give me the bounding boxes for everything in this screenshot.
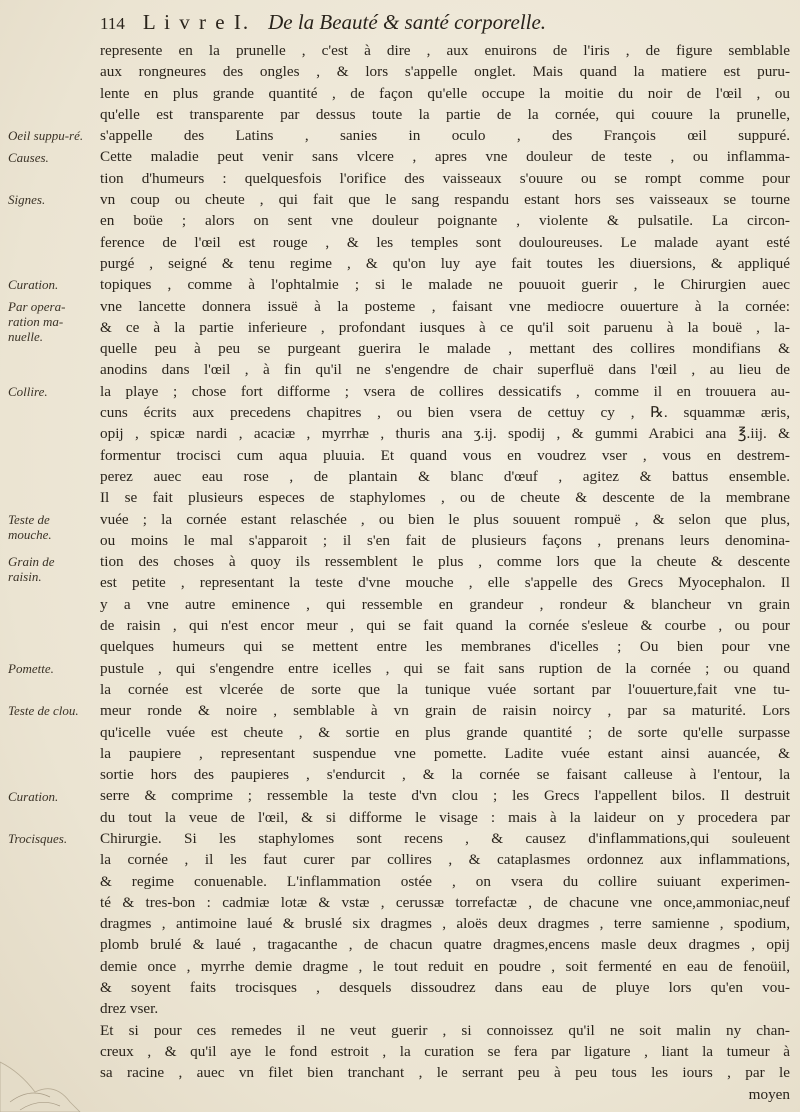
margin-note: Collire. [8,383,48,399]
text-line: plomb brulé & laué , tragacanthe , de chacun quatre dragmes,encens masle deux dragmes , opij [100,936,790,954]
running-header [100,10,790,38]
text-line: s'appelle des Latins , sanies in oculo , des François œil suppuré. [100,127,790,145]
text-line: aux rongneures des ongles , & lors s'appelle onglet. Mais quand la matiere est puru- [100,63,790,81]
margin-note: Curation. [8,788,59,804]
text-line: Cette maladie peut venir sans vlcere , apres vne douleur de teste , ou inflamma- [100,148,790,166]
margin-note: Causes. [8,149,49,165]
text-line: dragmes , antimoine laué & bruslé six dragmes , aloës deux dragmes , terre samienne , spodium, [100,915,790,933]
text-line: vn coup ou cheute , qui fait que le sang respandu estant hors ses vaisseaux se tourne [100,191,790,209]
margin-note: Teste de clou. [8,703,79,719]
text-line: Et si pour ces remedes il ne veut guerir , si connoissez qu'il ne soit malin ny chan- [100,1021,790,1039]
text-line: ou moins le mal s'apparoit ; il s'en fait de plusieurs façons , prenans leurs denomina- [100,531,790,549]
text-line: du tout la veue de l'œil, & si difforme le visage : mais à la laideur on y procedera par [100,808,790,826]
text-line: demie once , myrrhe demie dragme , le tout reduit en poudre , soit fermenté en eau de fenoüil, [100,957,790,975]
text-line: creux , & qu'il aye le fond estroit , la curation se fera par ligature , liant la tumeur à [100,1042,790,1060]
text-line: la playe ; chose fort difforme ; vsera de collires dessicatifs , comme il en trouuera au- [100,382,790,400]
text-line: qu'icelle vuée est cheute , & sortie en plus grande quantité ; de sorte qu'elle surpasse [100,723,790,741]
text-line: pustule , qui s'engendre entre icelles , qui se fait sans ruption de la cornée ; ou quand [100,659,790,677]
text-line: drez vser. [100,1000,159,1018]
text-line: & soyent faits trocisques , desquels dissoudrez dans eau de pluye lors qu'en vou- [100,979,790,997]
text-line: en boüe ; alors on sent vne douleur poignante , violente & pulsatile. La circon- [100,212,790,230]
text-line: formentur trocisci cum aqua pluuia. Et quand vous en voudrez vser , vous en destrem- [100,446,790,464]
text-line: la cornée est vlcerée de sorte que la tunique vuée sortant par l'ouuerture,fait vne tu- [100,680,790,698]
text-line: topiques , comme à l'ophtalmie ; si le malade ne pouuoit guerir , le Chirurgien auec [100,276,790,294]
running-title-text: De la Beauté & santé corporelle. [268,10,547,34]
text-line: Chirurgie. Si les staphylomes sont recens , & causez d'inflammations,qui souleuent [100,829,790,847]
text-line: quelques humeurs qui se mettent entre les membranes d'icelles ; Ou bien pour vne [100,638,790,656]
text-line: est petite , representant la teste d'vne mouche , elle s'appelle des Grecs Myocephalon. Il [100,574,790,592]
body-text [100,40,790,1108]
text-line: té & tres-bon : cadmiæ lotæ & vstæ , cerussæ torrefactæ , de chacune vne once,ammoniac,neuf [100,893,790,911]
text-line: serre & comprime ; ressemble la teste d'vn clou ; les Grecs l'appellent bilos. Il destruit [100,787,790,805]
text-line: Il se fait plusieurs especes de staphylomes , ou de cheute & descente de la membrane [100,489,790,507]
margin-note: Curation. [8,277,59,293]
text-line: anodins dans l'œil , à fin qu'il ne s'engendre de chair superfluë dans l'œil , au lieu de [100,361,790,379]
text-line: & regime conuenable. L'inflammation ostée , on vsera du collire suiuant experimen- [100,872,790,890]
margin-note: Oeil suppu-ré. [8,128,84,144]
text-line: lente en plus grande quantité , de façon qu'elle occupe la moitie du noir de l'œil , ou [100,84,790,102]
text-line: sa racine , auec vn filet bien tranchant , le serrant peu à peu tous les iours , par le [100,1064,790,1082]
margin-note: Grain de raisin. [8,554,55,585]
text-line: qu'elle est transparente par dessus toute la partie de la cornée, qui couure la prunelle, [100,105,790,123]
text-line: cuns écrits aux precedens chapitres , ou bien vsera de cettuy cy , ℞. squammæ æris, [100,404,790,422]
text-line: represente en la prunelle , c'est à dire , aux enuirons de l'iris , de figure semblable [100,42,790,59]
text-line: tion d'humeurs : quelquesfois l'orifice des vaisseaux s'ouure ou se rompt comme pour [100,169,790,187]
text-line: la cornée , il les faut curer par collires , & cataplasmes ordonnez aux inflammations, [100,851,790,869]
book-section: L i v r e I. [142,10,251,34]
margin-note: Pomette. [8,660,54,676]
text-line: ference de l'œil est rouge , & les temples sont douloureuses. Le malade ayant esté [100,233,790,251]
margin-note: Trocisques. [8,831,68,847]
text-line: moyen [748,1085,790,1103]
text-line: de raisin , qui n'est encor meur , qui se fait quand la cornée s'esleue & courbe , ou pour [100,617,790,635]
text-line: la paupiere , representant suspendue vne pomette. Ladite vuée estant ainsi auancée, & [100,744,790,762]
text-line: purgé , seigné & tenu regime , & qu'on luy aye fait toutes les diuersions, & appliqué [100,254,790,272]
text-line: perez auec eau rose , de plantain & blanc d'œuf , agitez & battus ensemble. [100,467,790,485]
margin-note: Signes. [8,192,46,208]
text-line: meur ronde & noire , semblable à vn grain de raisin noircy , par sa maturité. Lors [100,702,790,720]
text-line: & ce à la partie inferieure , profondant iusques à ce qu'il soit paruenu à la bouë , la- [100,318,790,336]
text-line: tion des choses à quoy ils ressemblent le plus , comme lors que la cheute & descente [100,553,790,571]
page-damage-mark [0,1002,130,1112]
page-number: 114 [100,14,125,33]
running-title [268,10,546,35]
margin-note: Par opera-ration ma-nuelle. [8,298,66,344]
text-line: vne lancette donnera issuë à la posteme , faisant vne mediocre ouuerture à la cornée: [100,297,790,315]
text-line: vuée ; la cornée estant relaschée , ou bien le plus souuent rompuë , & selon que plus, [100,510,790,528]
margin-note: Teste de mouche. [8,511,52,542]
margin-notes [8,0,88,1112]
text-line: y a vne autre eminence , qui ressemble en grandeur , rondeur & blancheur vn grain [100,595,790,613]
text-line: opij , spicæ nardi , acaciæ , myrrhæ , thuris ana ʒ.ij. spodij , & gummi Arabici ana ℥.iij. & [100,425,790,443]
text-line: quelle peu à peu se purgeant guerira le malade , mettant des collires mondifians & [100,340,790,358]
text-line: sortie hors des paupieres , s'endurcit , & la cornée se faisant calleuse à l'entour, la [100,766,790,784]
